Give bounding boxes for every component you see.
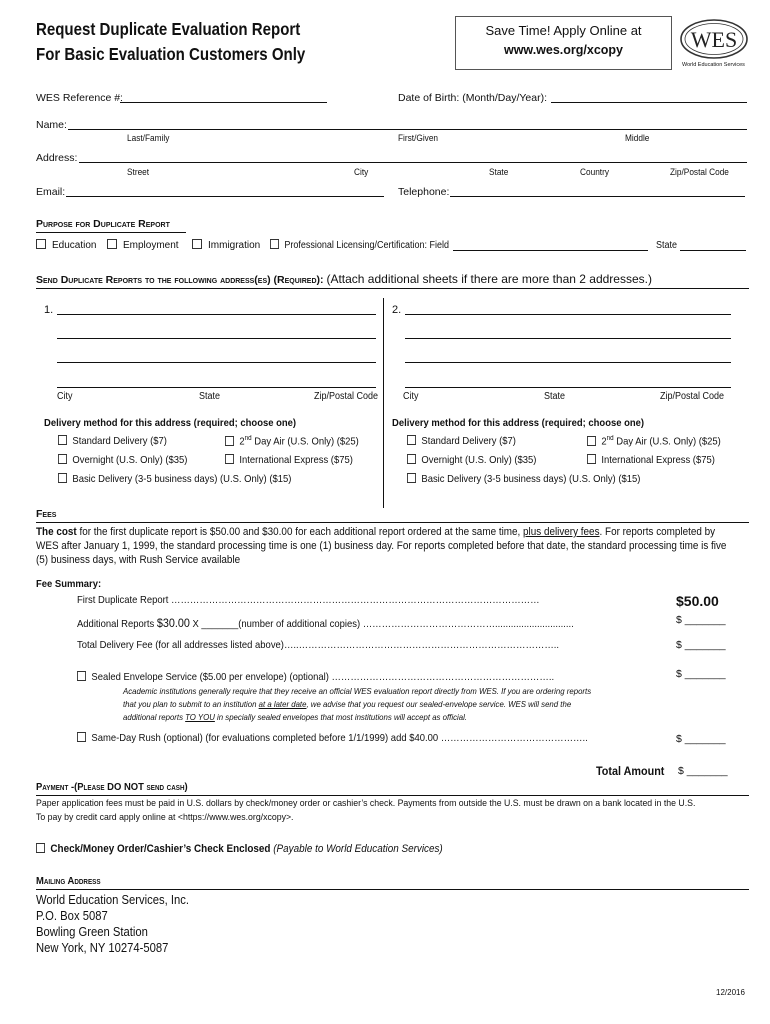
mailing-line1: World Education Services, Inc.	[36, 893, 189, 907]
addr2-line1[interactable]	[405, 314, 731, 315]
send-underline	[36, 288, 749, 289]
check-enclosed-checkbox[interactable]	[36, 843, 45, 853]
addr2-international-checkbox[interactable]	[587, 454, 596, 464]
payment-line1: Paper application fees must be paid in U.S. dollars by check/money order or cashier’s check. Payments from outside the U.S. must be drawn on a bank located in the U.S.	[36, 798, 696, 809]
fees-cost-line3: (5) business days, with Rush Service available	[36, 554, 241, 566]
fees-cost-text1: for the first duplicate report is $50.00 and $30.00 for each additional report ordered at the same time,	[76, 526, 524, 538]
send-heading: Send Duplicate Reports to the following address(es) (Required):	[36, 274, 324, 286]
sealed-envelope-checkbox[interactable]	[77, 671, 86, 681]
addr2-line2[interactable]	[405, 338, 731, 339]
addr1-line4[interactable]	[57, 387, 376, 388]
purpose-heading: Purpose for Duplicate Report	[36, 218, 170, 230]
addr2-overnight[interactable]	[407, 454, 536, 466]
fees-cost-line2: WES after January 1, 1999, the standard processing time is one (1) business day. For reports completed before that date, the standard processing time is five	[36, 540, 727, 552]
wes-ref-label: WES Reference #:	[36, 92, 123, 104]
addr1-line2[interactable]	[57, 338, 376, 339]
addr1-2day-sup: nd	[244, 435, 252, 442]
sealed-note2-post: , we advise that you request our sealed-envelope service. WES will send the	[306, 699, 572, 709]
addr2-state-caption: State	[544, 391, 566, 402]
purpose-immigration[interactable]	[192, 240, 260, 251]
name-first-caption: First/Given	[398, 133, 439, 143]
check-enclosed-option[interactable]	[36, 843, 443, 855]
addr1-2day[interactable]	[225, 435, 359, 448]
addr2-overnight-label: Overnight (U.S. Only) ($35)	[421, 454, 537, 466]
total-delivery-amount-field[interactable]: $ _______	[676, 639, 726, 651]
address-column-divider	[383, 298, 384, 508]
sealed-note-line2	[123, 699, 571, 709]
licensing-state-input[interactable]	[680, 250, 746, 251]
immigration-label: Immigration	[208, 240, 261, 251]
sealed-note-line3	[123, 712, 467, 722]
employment-checkbox[interactable]	[107, 239, 117, 249]
dob-field[interactable]	[551, 102, 747, 103]
name-middle-caption: Middle	[625, 133, 650, 143]
check-payable-note: (Payable to World Education Services)	[273, 843, 443, 855]
purpose-underline	[36, 232, 186, 233]
rush-option[interactable]	[77, 732, 588, 744]
sealed-amount-field[interactable]: $ _______	[676, 668, 726, 680]
dob-label: Date of Birth: (Month/Day/Year):	[398, 92, 548, 104]
addr-state-caption: State	[489, 167, 509, 177]
addr1-basic-label: Basic Delivery (3-5 business days) (U.S. Only) ($15)	[72, 473, 292, 485]
addr1-2day-num: 2	[239, 435, 245, 448]
address-field[interactable]	[79, 162, 747, 163]
addr1-overnight-label: Overnight (U.S. Only) ($35)	[72, 454, 188, 466]
addr2-standard[interactable]	[407, 435, 516, 447]
sealed-envelope-label: Sealed Envelope Service ($5.00 per envelope) (optional) ……………………………………………………………..	[91, 671, 555, 683]
addr1-2day-label: Day Air (U.S. Only) ($25)	[251, 435, 359, 448]
sealed-note3-post: in specially sealed envelopes that most institutions will accept as official.	[214, 712, 467, 722]
mailing-underline	[36, 889, 749, 890]
addr2-basic-checkbox[interactable]	[407, 473, 416, 483]
wes-logo-sub: World Education Services	[682, 62, 745, 68]
check-enclosed-label: Check/Money Order/Cashier’s Check Enclosed	[50, 843, 271, 855]
addr2-basic-label: Basic Delivery (3-5 business days) (U.S. Only) ($15)	[421, 473, 641, 485]
name-field[interactable]	[68, 129, 747, 130]
addr1-standard-label: Standard Delivery ($7)	[72, 435, 167, 447]
address-label: Address:	[36, 152, 78, 164]
fee-summary-label: Fee Summary:	[36, 578, 102, 590]
mailing-line2: P.O. Box 5087	[36, 909, 108, 923]
addr2-2day-checkbox[interactable]	[587, 436, 596, 446]
addr2-zip-caption: Zip/Postal Code	[660, 391, 725, 402]
addr1-overnight[interactable]	[58, 454, 187, 466]
fees-cost-bold: The cost	[36, 526, 77, 538]
rush-checkbox[interactable]	[77, 732, 86, 742]
payment-underline	[36, 795, 749, 796]
fees-heading: Fees	[36, 508, 57, 520]
sealed-note3-pre: additional reports	[123, 712, 186, 722]
addr1-line3[interactable]	[57, 362, 376, 363]
additional-price: $30.00	[156, 616, 190, 630]
addr2-number: 2.	[392, 304, 402, 316]
addr1-international-checkbox[interactable]	[225, 454, 234, 464]
purpose-education[interactable]	[36, 240, 96, 251]
wes-logo-text: WES	[690, 27, 738, 52]
fees-underline	[36, 522, 749, 523]
additional-amount-field[interactable]: $ _______	[676, 614, 726, 626]
employment-label: Employment	[123, 240, 179, 251]
addr1-number: 1.	[44, 304, 54, 316]
addr2-line4[interactable]	[405, 387, 731, 388]
payment-heading: Payment -(Please DO NOT send cash)	[36, 781, 188, 793]
licensing-state-label: State	[656, 240, 678, 251]
education-label: Education	[52, 240, 97, 251]
addr1-2day-checkbox[interactable]	[225, 436, 234, 446]
addr-street-caption: Street	[127, 167, 150, 177]
addr1-line1[interactable]	[57, 314, 376, 315]
addr-city-caption: City	[354, 167, 369, 177]
name-label: Name:	[36, 119, 67, 131]
mailing-line4: New York, NY 10274-5087	[36, 941, 169, 955]
addr1-standard[interactable]	[58, 435, 167, 447]
purpose-employment[interactable]	[107, 240, 179, 251]
addr2-city-caption: City	[403, 391, 419, 402]
sealed-note3-u: TO YOU	[185, 712, 215, 722]
total-amount-field[interactable]: $ _______	[678, 765, 728, 777]
addr2-overnight-checkbox[interactable]	[407, 454, 416, 464]
addr2-delivery-heading: Delivery method for this address (required; choose one)	[392, 417, 645, 429]
addr1-international-label: International Express ($75)	[239, 454, 353, 466]
first-report-amount: $50.00	[676, 593, 719, 609]
sealed-note-line1: Academic institutions generally require that they receive an official WES evaluation report directly from WES. If you are ordering reports	[123, 686, 592, 696]
fees-cost-line1	[36, 526, 715, 538]
send-heading-row	[36, 272, 652, 286]
education-checkbox[interactable]	[36, 239, 46, 249]
addr1-delivery-heading: Delivery method for this address (required; choose one)	[44, 417, 297, 429]
immigration-checkbox[interactable]	[192, 239, 202, 249]
payment-line2: To pay by credit card apply online at <https://www.wes.org/xcopy>.	[36, 812, 294, 823]
addr2-2day-label: Day Air (U.S. Only) ($25)	[613, 435, 721, 448]
addr2-international-label: International Express ($75)	[601, 454, 715, 466]
addr1-city-caption: City	[57, 391, 73, 402]
purpose-licensing[interactable]	[270, 240, 449, 251]
additional-post: X _______(number of additional copies) ……………………………………..............................	[189, 618, 574, 630]
addr2-2day-sup: nd	[606, 435, 614, 442]
addr1-overnight-checkbox[interactable]	[58, 454, 67, 464]
addr2-line3[interactable]	[405, 362, 731, 363]
addr2-international[interactable]	[587, 454, 715, 466]
email-label: Email:	[36, 186, 66, 198]
addr-zip-caption: Zip/Postal Code	[670, 167, 729, 177]
apply-online-box	[455, 16, 672, 70]
mailing-line3: Bowling Green Station	[36, 925, 148, 939]
addr1-state-caption: State	[199, 391, 221, 402]
mailing-heading: Mailing Address	[36, 875, 101, 887]
rush-amount-field[interactable]: $ _______	[676, 733, 726, 745]
send-note: (Attach additional sheets if there are more than 2 addresses.)	[326, 272, 652, 286]
addr1-basic-checkbox[interactable]	[58, 473, 67, 483]
fee-summary-text: Fee Summary	[36, 578, 98, 590]
rush-label: Same-Day Rush (optional) (for evaluations completed before 1/1/1999) add $40.00 ………………………………………..	[91, 732, 588, 744]
total-delivery-line: Total Delivery Fee (for all addresses listed above)…..………………………………………………………………………..	[77, 639, 560, 651]
sealed-note2-u: at a later date	[258, 699, 307, 709]
first-report-line: First Duplicate Report ………………………………………………………………………………………………………	[77, 594, 540, 606]
email-field[interactable]	[66, 196, 384, 197]
addr2-2day-num: 2	[601, 435, 607, 448]
addr1-zip-caption: Zip/Postal Code	[314, 391, 379, 402]
apply-online-link[interactable]: www.wes.org/xcopy	[503, 43, 623, 57]
additional-pre: Additional Reports	[77, 618, 157, 630]
additional-reports-line[interactable]	[77, 616, 574, 630]
form-title-line2: For Basic Evaluation Customers Only	[36, 44, 306, 64]
licensing-field-input[interactable]	[453, 250, 648, 251]
wes-logo-icon	[678, 16, 750, 64]
addr2-standard-label: Standard Delivery ($7)	[421, 435, 516, 447]
total-amount-label: Total Amount	[596, 764, 665, 778]
licensing-label: Professional Licensing/Certification: Field	[284, 240, 449, 251]
name-last-caption: Last/Family	[127, 133, 170, 143]
fees-cost-text2: . For reports completed by	[599, 526, 716, 538]
addr2-basic[interactable]	[407, 473, 640, 485]
wes-ref-field[interactable]	[120, 102, 327, 103]
addr-country-caption: Country	[580, 167, 609, 177]
sealed-envelope-option[interactable]	[77, 671, 554, 683]
telephone-label: Telephone:	[398, 186, 450, 198]
sealed-note2-pre: that you plan to submit to an institution	[123, 699, 259, 709]
telephone-field[interactable]	[450, 196, 745, 197]
wes-logo	[678, 16, 750, 72]
fees-cost-underline: plus delivery fees	[523, 526, 600, 538]
addr2-2day[interactable]	[587, 435, 721, 448]
addr1-international[interactable]	[225, 454, 353, 466]
addr2-standard-checkbox[interactable]	[407, 435, 416, 445]
addr1-basic[interactable]	[58, 473, 291, 485]
apply-online-text: Save Time! Apply Online at	[485, 23, 642, 38]
licensing-checkbox[interactable]	[270, 239, 279, 249]
addr1-standard-checkbox[interactable]	[58, 435, 67, 445]
footer-date: 12/2016	[716, 988, 745, 997]
form-title-line1: Request Duplicate Evaluation Report	[36, 19, 301, 39]
